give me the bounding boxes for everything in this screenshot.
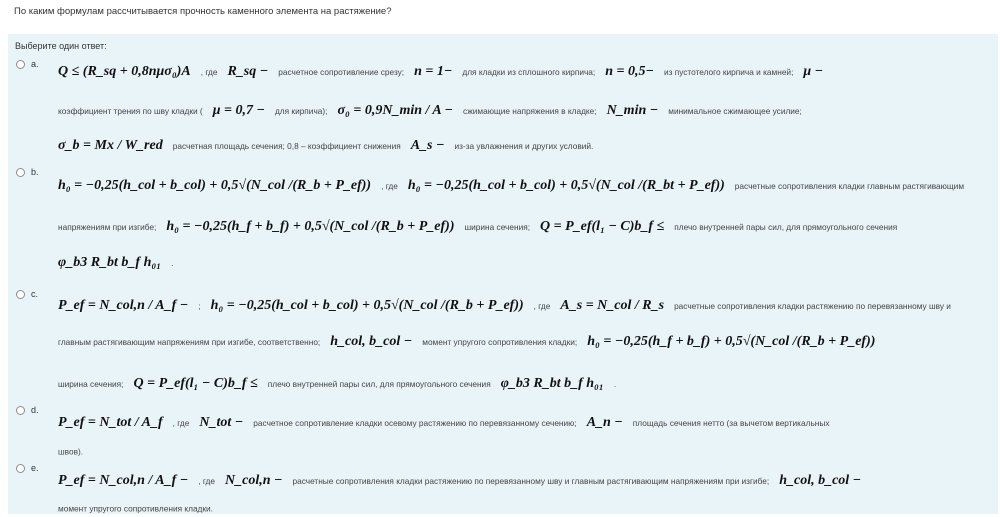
option-c-line-2 [58, 335, 875, 349]
formula: P_ef = N_col,n / A_f − [58, 298, 189, 313]
formula: h₀ = −0,25(h_col + b_col) + 0,5√(N_col /(R_bt + P_ef)) [407, 178, 725, 193]
answer-text: коэффициент трения по шву кладки ( [58, 105, 203, 116]
formula: A_n − [586, 415, 623, 430]
formula: N_tot − [199, 415, 244, 430]
answer-text: для кирпича); [274, 105, 328, 116]
formula: A_s = N_col / R_s [560, 298, 665, 313]
formula: P_ef = N_tot / A_f [58, 415, 163, 430]
option-a-line-1 [58, 65, 823, 79]
formula: h₀ = −0,25(h_col + b_col) + 0,5√(N_col /(R_b + P_ef)) [210, 298, 524, 313]
formula: Q = P_ef(l₁ − C)b_f ≤ [133, 376, 258, 391]
answer-text: минимальное сжимающее усилие; [668, 105, 802, 116]
formula: R_sq − [227, 64, 269, 79]
answer-prompt: Выберите один ответ: [15, 41, 107, 51]
option-b-line-2 [58, 220, 897, 234]
answer-text: расчетные сопротивления кладки растяжению по перевязанному шву и главным растягивающим напряжениям при изгибе; [292, 475, 770, 486]
formula: n = 1− [414, 64, 453, 79]
option-d-line-1 [58, 416, 829, 430]
option-d-line-2 [58, 447, 83, 456]
option-letter-c: c. [31, 289, 39, 299]
formula: N_min − [606, 103, 659, 118]
answer-text: момент упругого сопротивления кладки. [58, 503, 213, 514]
answer-text: момент упругого сопротивления кладки; [422, 336, 578, 347]
formula: h_col, b_col − [779, 473, 862, 488]
option-a-line-2 [58, 104, 802, 118]
option-c-line-1 [58, 299, 951, 313]
radio-option-a[interactable] [16, 60, 25, 69]
formula: A_s − [410, 138, 445, 153]
formula: P_ef = N_col,n / A_f − [58, 473, 189, 488]
formula: Q = P_ef(l₁ − C)b_f ≤ [540, 219, 665, 234]
option-b-line-3 [58, 256, 173, 270]
answer-text: расчетная площадь сечения; 0,8 – коэффициент снижения [172, 140, 401, 151]
formula: h_col, b_col − [330, 334, 413, 349]
answer-text: ширина сечения; [58, 378, 124, 389]
answer-text: , где [172, 417, 190, 428]
answer-text: расчетное сопротивление срезу; [278, 66, 405, 77]
option-e-line-1 [58, 474, 861, 488]
option-letter-d: d. [31, 405, 39, 415]
answer-text: расчетные сопротивления кладки растяжению по перевязанному шву и [674, 300, 951, 311]
answer-text: . [171, 257, 174, 268]
formula: h₀ = −0,25(h_f + b_f) + 0,5√(N_col /(R_b + P_ef)) [166, 219, 455, 234]
option-letter-e: e. [31, 463, 39, 473]
answer-text: расчетное сопротивление кладки осевому растяжению по перевязанному сечению; [253, 417, 577, 428]
answer-text: напряжениям при изгибе; [58, 221, 157, 232]
formula: φ_b3 R_bt b_f h₀₁ [500, 376, 604, 391]
formula: n = 0,5− [605, 64, 654, 79]
answer-panel [8, 34, 998, 514]
formula: σ₀ = 0,9N_min / A − [337, 103, 453, 118]
question-text: По каким формулам рассчитывается прочность каменного элемента на растяжение? [14, 6, 392, 17]
answer-text: , где [381, 180, 398, 191]
formula: N_col,n − [225, 473, 283, 488]
answer-text: ширина сечения; [464, 221, 530, 232]
answer-text: сжимающие напряжения в кладке; [462, 105, 597, 116]
formula: h₀ = −0,25(h_f + b_f) + 0,5√(N_col /(R_b + P_ef)) [587, 334, 876, 349]
option-e-line-2 [58, 504, 213, 513]
answer-text: плечо внутренней пары сил, для прямоугольного сечения [267, 378, 491, 389]
formula: φ_b3 R_bt b_f h₀₁ [58, 255, 162, 270]
answer-text: ; [198, 300, 201, 311]
option-a-line-3 [58, 139, 593, 153]
answer-text: расчетные сопротивления кладки главным растягивающим [734, 180, 965, 191]
answer-text: плечо внутренней пары сил, для прямоугольного сечения [674, 221, 898, 232]
answer-text: главным растягивающим напряжениям при изгибе, соответственно; [58, 336, 321, 347]
formula: μ − [803, 64, 824, 79]
radio-option-e[interactable] [16, 464, 25, 473]
formula: μ = 0,7 − [212, 103, 265, 118]
answer-text: площадь сечения нетто (за вычетом вертикальных [632, 417, 830, 428]
option-c-line-3 [58, 377, 616, 391]
answer-text: из-за увлажнения и других условий. [454, 140, 594, 151]
radio-option-d[interactable] [16, 406, 25, 415]
answer-text: , где [200, 66, 218, 77]
answer-text: , где [198, 475, 215, 486]
answer-text: , где [533, 300, 551, 311]
option-letter-b: b. [31, 167, 39, 177]
formula: h₀ = −0,25(h_col + b_col) + 0,5√(N_col /(R_b + P_ef)) [58, 178, 372, 193]
radio-option-c[interactable] [16, 290, 25, 299]
option-b-line-1 [58, 179, 964, 193]
formula: Q ≤ (R_sq + 0,8nμσ₀)A [58, 64, 191, 79]
formula: σ_b = Mx / W_red [58, 138, 163, 153]
answer-text: швов). [58, 446, 84, 457]
answer-text: из пустотелого кирпича и камней; [663, 66, 794, 77]
option-letter-a: a. [31, 59, 39, 69]
radio-option-b[interactable] [16, 168, 25, 177]
answer-text: для кладки из сплошного кирпича; [462, 66, 596, 77]
answer-text: . [613, 378, 617, 389]
